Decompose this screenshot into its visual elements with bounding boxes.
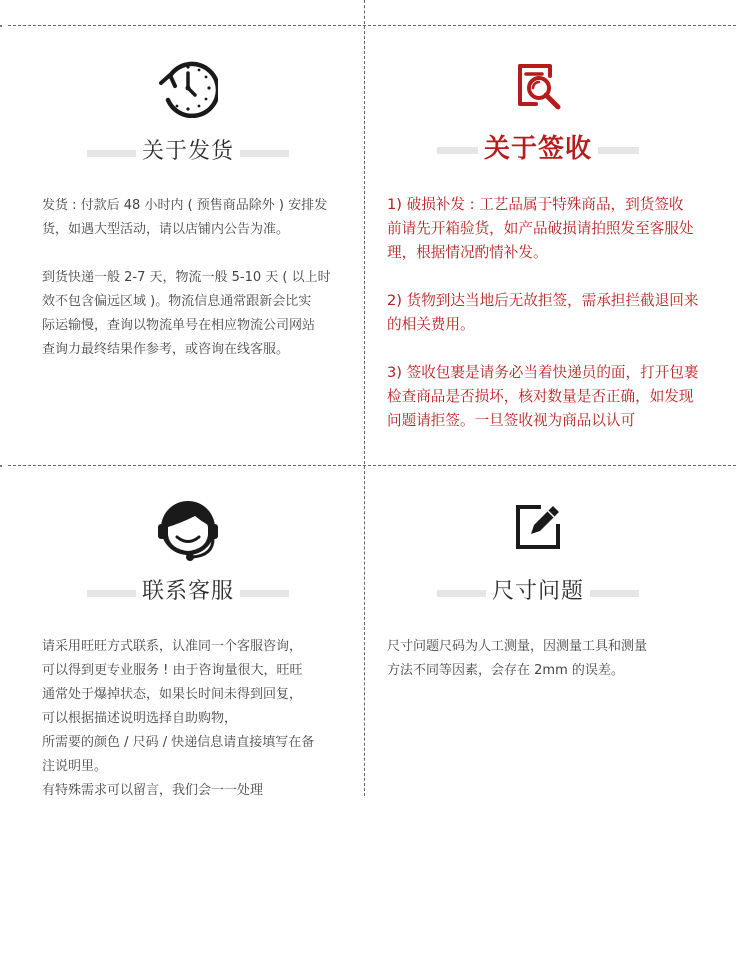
shipping-title: 关于发货 bbox=[136, 139, 240, 164]
corner-dot bbox=[0, 465, 2, 467]
contact-paragraph: 请采用旺旺方式联系，认准同一个客服咨询， 可以得到更专业服务 ! 由于咨询量很大，旺旺 通常处于爆掉状态，如果长时间未得到回复， 可以根据描述说明选择自助购物， 所需要的颜色 / 尺码 / 快递信息请直接填写在备 注说明里。 有特殊需求可以留言，我们会一一处理 bbox=[42, 639, 315, 798]
signing-paragraph: 2) 货物到达当地后无故拒签，需承担拦截退回来 的相关费用。 bbox=[387, 292, 699, 333]
signing-paragraph: 3) 签收包裹是请务必当着快递员的面，打开包裹 检查商品是否损坏，核对数量是否正确，如发现 问题请拒签。一旦签收视为商品以认可 bbox=[387, 364, 699, 429]
contact-heading bbox=[87, 572, 289, 612]
corner-dot bbox=[0, 25, 2, 27]
contact-body bbox=[42, 635, 342, 827]
edit-icon bbox=[515, 504, 561, 554]
shipping-body bbox=[42, 194, 342, 386]
signing-paragraph: 1) 破损补发 : 工艺品属于特殊商品，到货签收 前请先开箱验货，如产品破损请拍照发至客服处 理，根据情况酌情补发。 bbox=[387, 196, 694, 261]
inspect-icon bbox=[514, 62, 562, 114]
size-body bbox=[387, 635, 687, 707]
signing-title: 关于签收 bbox=[478, 134, 598, 164]
clock-icon bbox=[158, 58, 218, 122]
horizontal-divider-middle bbox=[8, 465, 736, 466]
size-title: 尺寸问题 bbox=[486, 579, 590, 604]
signing-body bbox=[387, 193, 732, 457]
shipping-paragraph: 到货快递一般 2-7 天，物流一般 5-10 天 ( 以上时 效不包含偏远区域 )。物流信息通常跟新会比实 际运输慢，查询以物流单号在相应物流公司网站 查询力最终结果作参考，或咨询在线客服。 bbox=[42, 270, 331, 357]
headset-icon bbox=[155, 497, 221, 567]
vertical-divider-middle bbox=[364, 26, 365, 464]
contact-title: 联系客服 bbox=[136, 579, 240, 604]
signing-heading bbox=[437, 128, 639, 168]
shipping-heading bbox=[87, 132, 289, 172]
horizontal-divider-top bbox=[8, 25, 736, 26]
size-heading bbox=[437, 572, 639, 612]
shipping-paragraph: 发货 : 付款后 48 小时内 ( 预售商品除外 ) 安排发 货，如遇大型活动，请以店铺内公告为准。 bbox=[42, 198, 328, 237]
size-paragraph: 尺寸问题尺码为人工测量，因测量工具和测量 方法不同等因素，会存在 2mm 的误差。 bbox=[387, 639, 648, 678]
vertical-divider-bottom bbox=[364, 466, 365, 796]
vertical-divider-top bbox=[364, 0, 365, 24]
